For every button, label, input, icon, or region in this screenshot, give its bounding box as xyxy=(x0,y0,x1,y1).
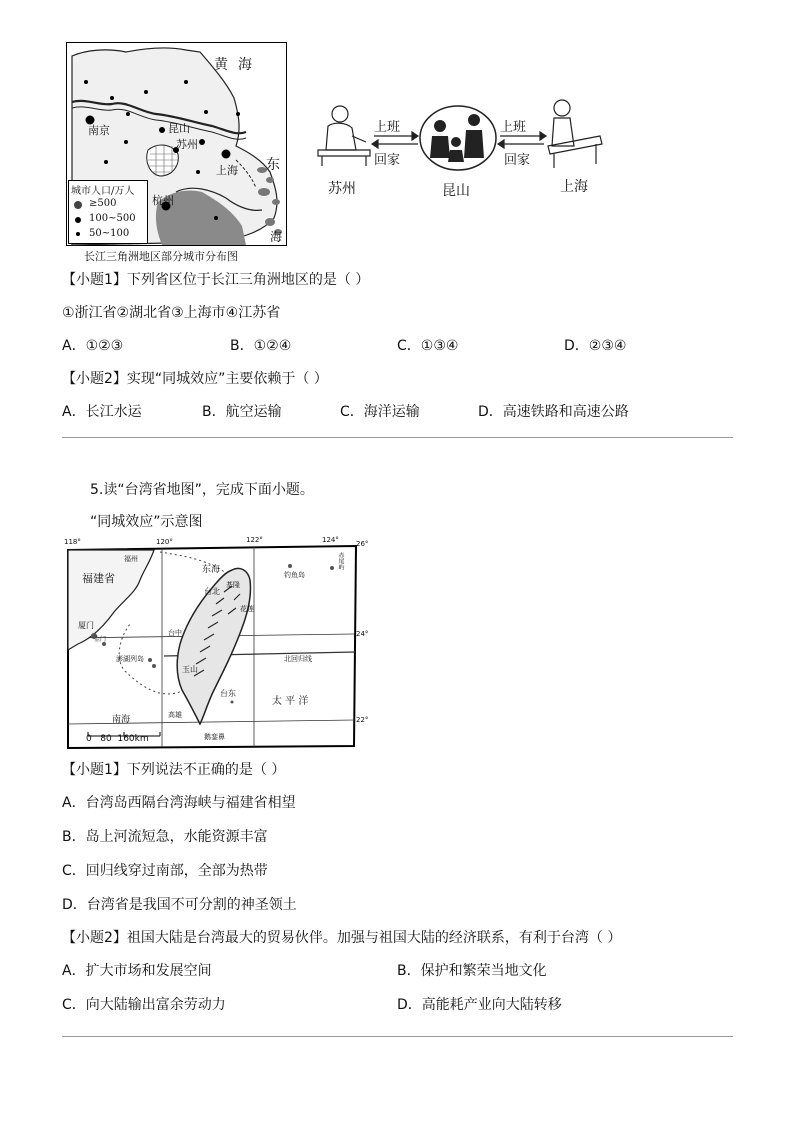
map-legend xyxy=(68,180,148,244)
q5-sub2-option-b[interactable]: B．保护和繁荣当地文化 xyxy=(397,963,547,979)
yangtze-delta-map xyxy=(66,42,287,246)
q5-intro: 5.读“台湾省地图”，完成下面小题。 xyxy=(90,482,314,498)
label-south-sea: 南海 xyxy=(112,715,131,725)
label-hualian: 花莲 xyxy=(240,605,254,613)
q5-sub1-option-d[interactable]: D．台湾省是我国不可分割的神圣领土 xyxy=(62,897,297,913)
worker-right-icon xyxy=(548,100,602,168)
label-yushan: 玉山 xyxy=(182,665,198,674)
lon-label: 124° xyxy=(322,536,339,544)
label-jilong: 基隆 xyxy=(226,581,240,589)
commute-label-suzhou: 苏州 xyxy=(328,181,356,197)
label-east-sea-1: 东 xyxy=(266,157,280,173)
divider xyxy=(62,1036,733,1037)
lat-label: 26° xyxy=(356,540,369,548)
label-jinmen: 金门 xyxy=(94,636,107,643)
q4-sub1-option-d[interactable]: D．②③④ xyxy=(564,338,627,354)
label-taidong: 台东 xyxy=(220,689,236,698)
label-tropic: 北回归线 xyxy=(284,655,312,663)
lon-label: 122° xyxy=(246,536,263,544)
label-taizhong: 台中 xyxy=(168,629,182,637)
q4-sub2-option-a[interactable]: A．长江水运 xyxy=(62,404,142,420)
label-city-kunshan: 昆山 xyxy=(168,122,190,135)
q5-sub2-option-c[interactable]: C．向大陆输出富余劳动力 xyxy=(62,997,226,1013)
label-city-hangzhou: 杭州 xyxy=(152,194,174,207)
q4-sub1-stem: 【小题1】下列省区位于长江三角洲地区的是（ ） xyxy=(62,272,370,288)
commute-diagram xyxy=(308,96,608,201)
q4-sub2-option-c[interactable]: C．海洋运输 xyxy=(340,404,420,420)
lat-label: 22° xyxy=(356,716,369,724)
label-eluanbi: 鹅銮鼻 xyxy=(204,733,225,741)
arrow-label-home-right: 回家 xyxy=(504,153,531,168)
q4-sub1-items: ①浙江省②湖北省③上海市④江苏省 xyxy=(62,305,281,321)
q4-sub1-option-a[interactable]: A．①②③ xyxy=(62,338,124,354)
arrow-label-to-work-right: 上班 xyxy=(500,120,527,135)
q5-sub1-option-c[interactable]: C．回归线穿过南部，全部为热带 xyxy=(62,863,268,879)
legend-item: 100~500 xyxy=(89,213,136,224)
q5-sub2-option-a[interactable]: A．扩大市场和发展空间 xyxy=(62,963,212,979)
commute-label-shanghai: 上海 xyxy=(560,179,588,195)
label-yellow-sea: 黄海 xyxy=(214,57,262,73)
arrow-label-home-left: 回家 xyxy=(374,153,401,168)
label-gaoxiong: 高雄 xyxy=(168,711,182,719)
q5-sub1-option-a[interactable]: A．台湾岛西隔台湾海峡与福建省相望 xyxy=(62,795,296,811)
taiwan-map xyxy=(64,536,369,752)
q4-sub1-option-b[interactable]: B．①②④ xyxy=(230,338,292,354)
label-city-suzhou: 苏州 xyxy=(176,138,198,151)
label-fuzhou: 福州 xyxy=(124,555,138,563)
q4-sub2-option-d[interactable]: D．高速铁路和高速公路 xyxy=(478,404,629,420)
q4-sub1-option-c[interactable]: C．①③④ xyxy=(397,338,459,354)
label-chiwei: 赤尾屿 xyxy=(337,552,344,570)
legend-dot-medium xyxy=(75,217,81,223)
commute-label-kunshan: 昆山 xyxy=(442,183,470,199)
q5-sub2-stem: 【小题2】祖国大陆是台湾最大的贸易伙伴。加强与祖国大陆的经济联系，有利于台湾（ ） xyxy=(62,930,622,946)
label-east-sea-2: 海 xyxy=(270,230,283,244)
label-xiamen: 厦门 xyxy=(78,621,94,630)
q4-sub2-option-b[interactable]: B．航空运输 xyxy=(202,404,282,420)
q4-sub2-stem: 【小题2】实现“同城效应”主要依赖于（ ） xyxy=(62,371,328,387)
lon-label: 120° xyxy=(156,538,173,546)
q5-sub1-option-b[interactable]: B．岛上河流短急，水能资源丰富 xyxy=(62,829,268,845)
legend-dot-large xyxy=(74,201,82,209)
legend-item: ≥500 xyxy=(89,198,117,209)
worker-left-icon xyxy=(318,106,370,166)
legend-dot-small xyxy=(76,232,80,236)
divider xyxy=(62,437,733,438)
scale-bar-label: 0 80 160km xyxy=(86,734,149,744)
lat-label: 24° xyxy=(356,630,369,638)
legend-item: 50~100 xyxy=(89,228,130,239)
label-fujian: 福建省 xyxy=(82,572,115,585)
label-east-sea: 东海 xyxy=(202,565,221,575)
map-caption: 长江三角洲地区部分城市分布图 xyxy=(84,250,238,263)
q5-figure-note: “同城效应”示意图 xyxy=(90,514,203,530)
q5-sub2-option-d[interactable]: D．高能耗产业向大陆转移 xyxy=(397,997,562,1013)
q5-sub1-stem: 【小题1】下列说法不正确的是（ ） xyxy=(62,762,286,778)
label-diaoyu: 钓鱼岛 xyxy=(284,571,305,579)
label-city-nanjing: 南京 xyxy=(88,124,110,137)
label-city-shanghai: 上海 xyxy=(216,164,238,177)
arrow-label-to-work-left: 上班 xyxy=(374,120,401,135)
lon-label: 118° xyxy=(64,538,81,546)
label-taibei: 台北 xyxy=(204,587,220,596)
label-penghu: 澎湖列岛 xyxy=(116,655,144,663)
label-pacific: 太 平 洋 xyxy=(272,696,309,707)
legend-title: 城市人口/万人 xyxy=(71,186,135,197)
